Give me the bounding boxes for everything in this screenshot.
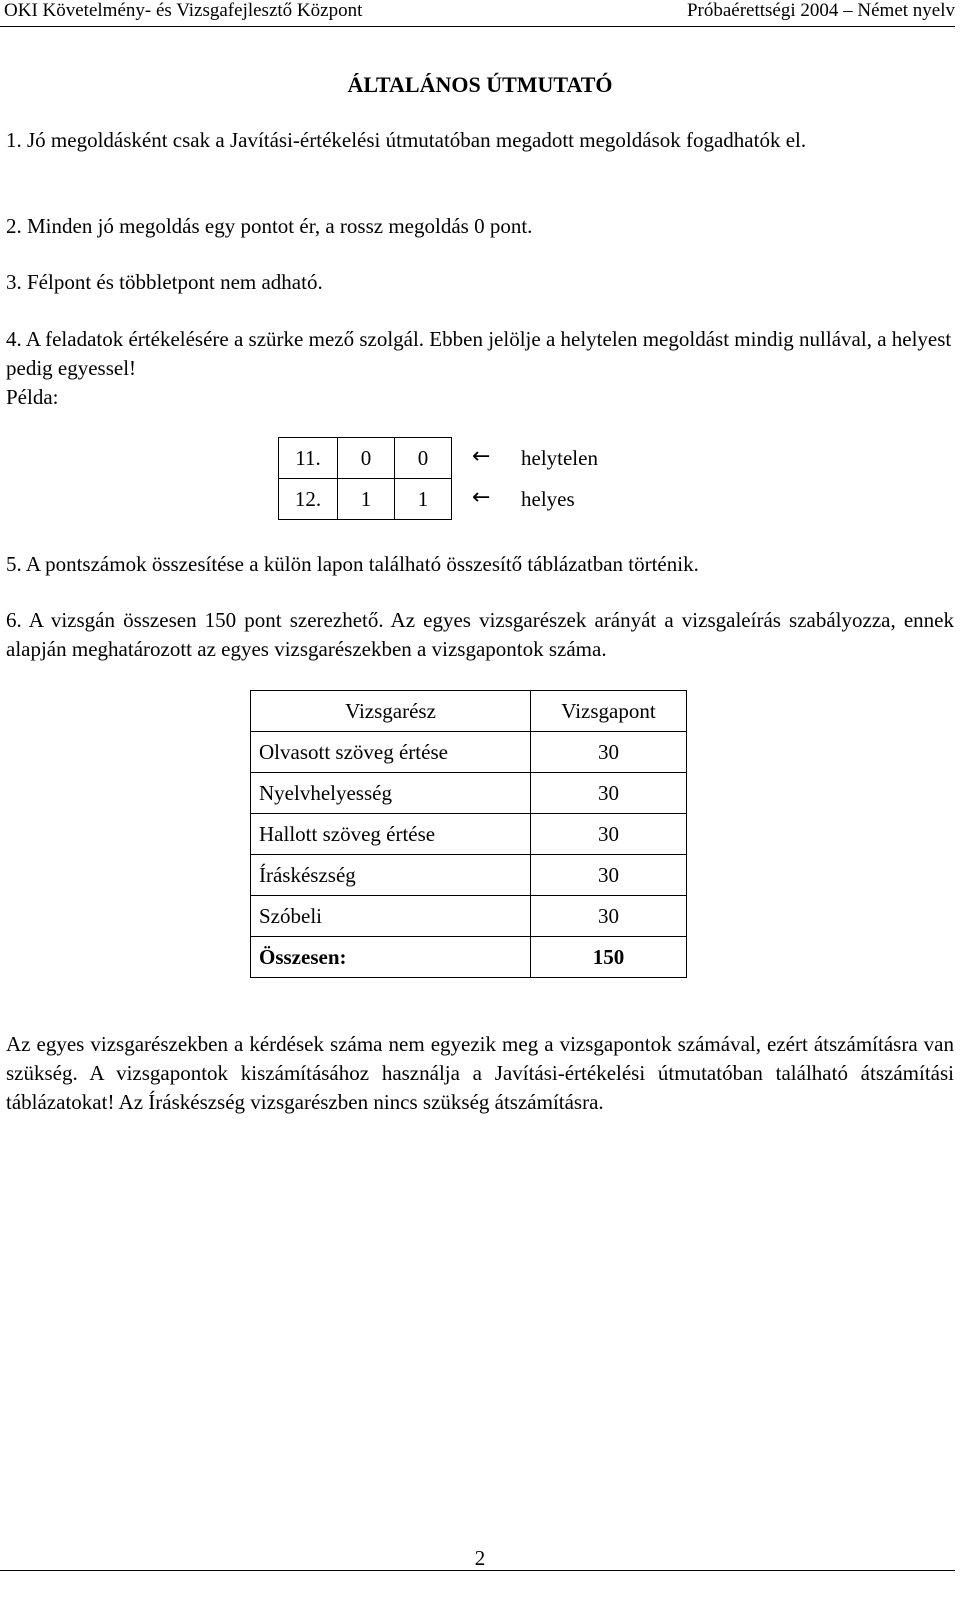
closing-paragraph: Az egyes vizsgarészekben a kérdések száma nem egyezik meg a vizsgapontok számával, ezért átszámításra van szükség. A vizsgapontok kiszámításához használja a Javítási-értékelési útmutatóban található átszámítási táblázatokat! Az Íráskészség vizsgarészben nincs szükség átszámításra. — [6, 1032, 954, 1114]
exam-points: 30 — [531, 732, 687, 773]
total-points: 150 — [531, 937, 687, 978]
column-header-part: Vizsgarész — [251, 691, 531, 732]
exam-part: Nyelvhelyesség — [251, 773, 531, 814]
arrow-left-icon: ← — [472, 485, 491, 510]
footer-divider — [0, 1570, 955, 1571]
guideline-item-1: 1. Jó megoldásként csak a Javítási-értékelési útmutatóban megadott megoldások fogadhatók el. — [6, 128, 807, 152]
exam-points: 30 — [531, 773, 687, 814]
example-label: Példa: — [6, 385, 59, 409]
exam-part: Olvasott szöveg értése — [251, 732, 531, 773]
example-annotation: helytelen — [521, 446, 598, 470]
points-table — [250, 690, 687, 978]
example-score-cell: 0 — [338, 438, 395, 479]
example-number: 12. — [279, 479, 338, 520]
arrow-left-icon: ← — [472, 444, 491, 469]
example-table — [278, 437, 452, 520]
exam-part: Íráskészség — [251, 855, 531, 896]
exam-part: Hallott szöveg értése — [251, 814, 531, 855]
example-row — [279, 479, 452, 520]
table-row — [251, 732, 687, 773]
guideline-item-6: 6. A vizsgán összesen 150 pont szerezhető. Az egyes vizsgarészek arányát a vizsgaleírás szabályozza, ennek alapján meghatározott az egyes vizsgarészekben a vizsgapontok száma. — [6, 608, 954, 661]
exam-points: 30 — [531, 896, 687, 937]
exam-points: 30 — [531, 814, 687, 855]
column-header-points: Vizsgapont — [531, 691, 687, 732]
page-title: ÁLTALÁNOS ÚTMUTATÓ — [347, 72, 613, 97]
example-number: 11. — [279, 438, 338, 479]
table-row — [251, 814, 687, 855]
example-score-cell: 1 — [395, 479, 452, 520]
header-institution: OKI Követelmény- és Vizsgafejlesztő Központ — [4, 0, 363, 21]
example-annotation: helyes — [521, 487, 575, 511]
total-label: Összesen: — [251, 937, 531, 978]
table-row — [251, 855, 687, 896]
total-row — [251, 937, 687, 978]
header-exam-title: Próbaérettségi 2004 – Német nyelv — [686, 0, 955, 21]
table-row — [251, 773, 687, 814]
points-table-header — [251, 691, 687, 732]
example-score-cell: 0 — [395, 438, 452, 479]
table-row — [251, 896, 687, 937]
guideline-item-2: 2. Minden jó megoldás egy pontot ér, a rossz megoldás 0 pont. — [6, 214, 533, 238]
page-header — [0, 0, 955, 27]
exam-points: 30 — [531, 855, 687, 896]
page-number: 2 — [474, 1546, 486, 1570]
exam-part: Szóbeli — [251, 896, 531, 937]
example-score-cell: 1 — [338, 479, 395, 520]
guideline-item-5: 5. A pontszámok összesítése a külön lapon található összesítő táblázatban történik. — [6, 552, 699, 576]
guideline-item-3: 3. Félpont és többletpont nem adható. — [6, 270, 323, 294]
guideline-item-4: 4. A feladatok értékelésére a szürke mező szolgál. Ebben jelölje a helytelen megoldást mindig nullával, a helyest pedig egyessel! — [6, 327, 952, 380]
example-row — [279, 438, 452, 479]
